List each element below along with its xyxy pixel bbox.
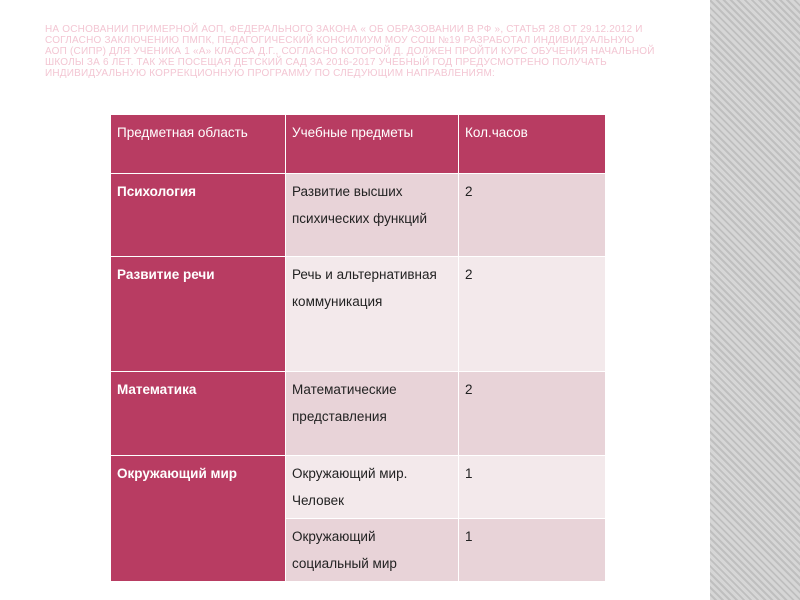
decorative-side-panel	[710, 0, 800, 600]
header-hours: Кол.часов	[459, 115, 606, 174]
area-cell: Окружающий мир	[111, 456, 286, 582]
subject-cell: Математические представления	[286, 372, 459, 456]
hours-cell: 1	[459, 456, 606, 519]
table-header-row	[111, 115, 606, 174]
area-cell: Развитие речи	[111, 257, 286, 372]
area-cell: Психология	[111, 174, 286, 257]
area-cell: Математика	[111, 372, 286, 456]
hours-cell: 2	[459, 372, 606, 456]
header-subjects: Учебные предметы	[286, 115, 459, 174]
table-row	[111, 456, 606, 519]
hours-cell: 2	[459, 257, 606, 372]
subject-cell: Развитие высших психических функций	[286, 174, 459, 257]
table-row	[111, 372, 606, 456]
subject-cell: Речь и альтернативная коммуникация	[286, 257, 459, 372]
subjects-table	[110, 114, 606, 582]
subject-cell: Окружающий социальный мир	[286, 519, 459, 582]
subject-cell: Окружающий мир. Человек	[286, 456, 459, 519]
header-area: Предметная область	[111, 115, 286, 174]
hours-cell: 1	[459, 519, 606, 582]
slide-heading: НА ОСНОВАНИИ ПРИМЕРНОЙ АОП, ФЕДЕРАЛЬНОГО ЗАКОНА « ОБ ОБРАЗОВАНИИ В РФ », СТАТЬЯ 28 ОТ 29.12.2012 И СОГЛАСНО ЗАКЛЮЧЕНИЮ ПМПК, ПЕДАГОГИЧЕСКИЙ КОНСИЛИУМ МОУ СОШ №19 РАЗРАБОТАЛ ИНДИВИДУАЛЬНУЮ АОП (СИПР) ДЛЯ УЧЕНИКА 1 «А» КЛАССА Д.Г., СОГЛАСНО КОТОРОЙ Д. ДОЛЖЕН ПРОЙТИ КУРС ОБУЧЕНИЯ НАЧАЛЬНОЙ ШКОЛЫ ЗА 6 ЛЕТ. ТАК ЖЕ ПОСЕЩАЯ ДЕТСКИЙ САД ЗА 2016-2017 УЧЕБНЫЙ ГОД ПРЕДУСМОТРЕНО ПОЛУЧАТЬ ИНДИВИДУАЛЬНУЮ КОРРЕКЦИОННУЮ ПРОГРАММУ ПО СЛЕДУЮЩИМ НАПРАВЛЕНИЯМ:	[45, 24, 655, 79]
table-row	[111, 174, 606, 257]
stripe-pattern	[710, 0, 800, 600]
table-row	[111, 257, 606, 372]
hours-cell: 2	[459, 174, 606, 257]
